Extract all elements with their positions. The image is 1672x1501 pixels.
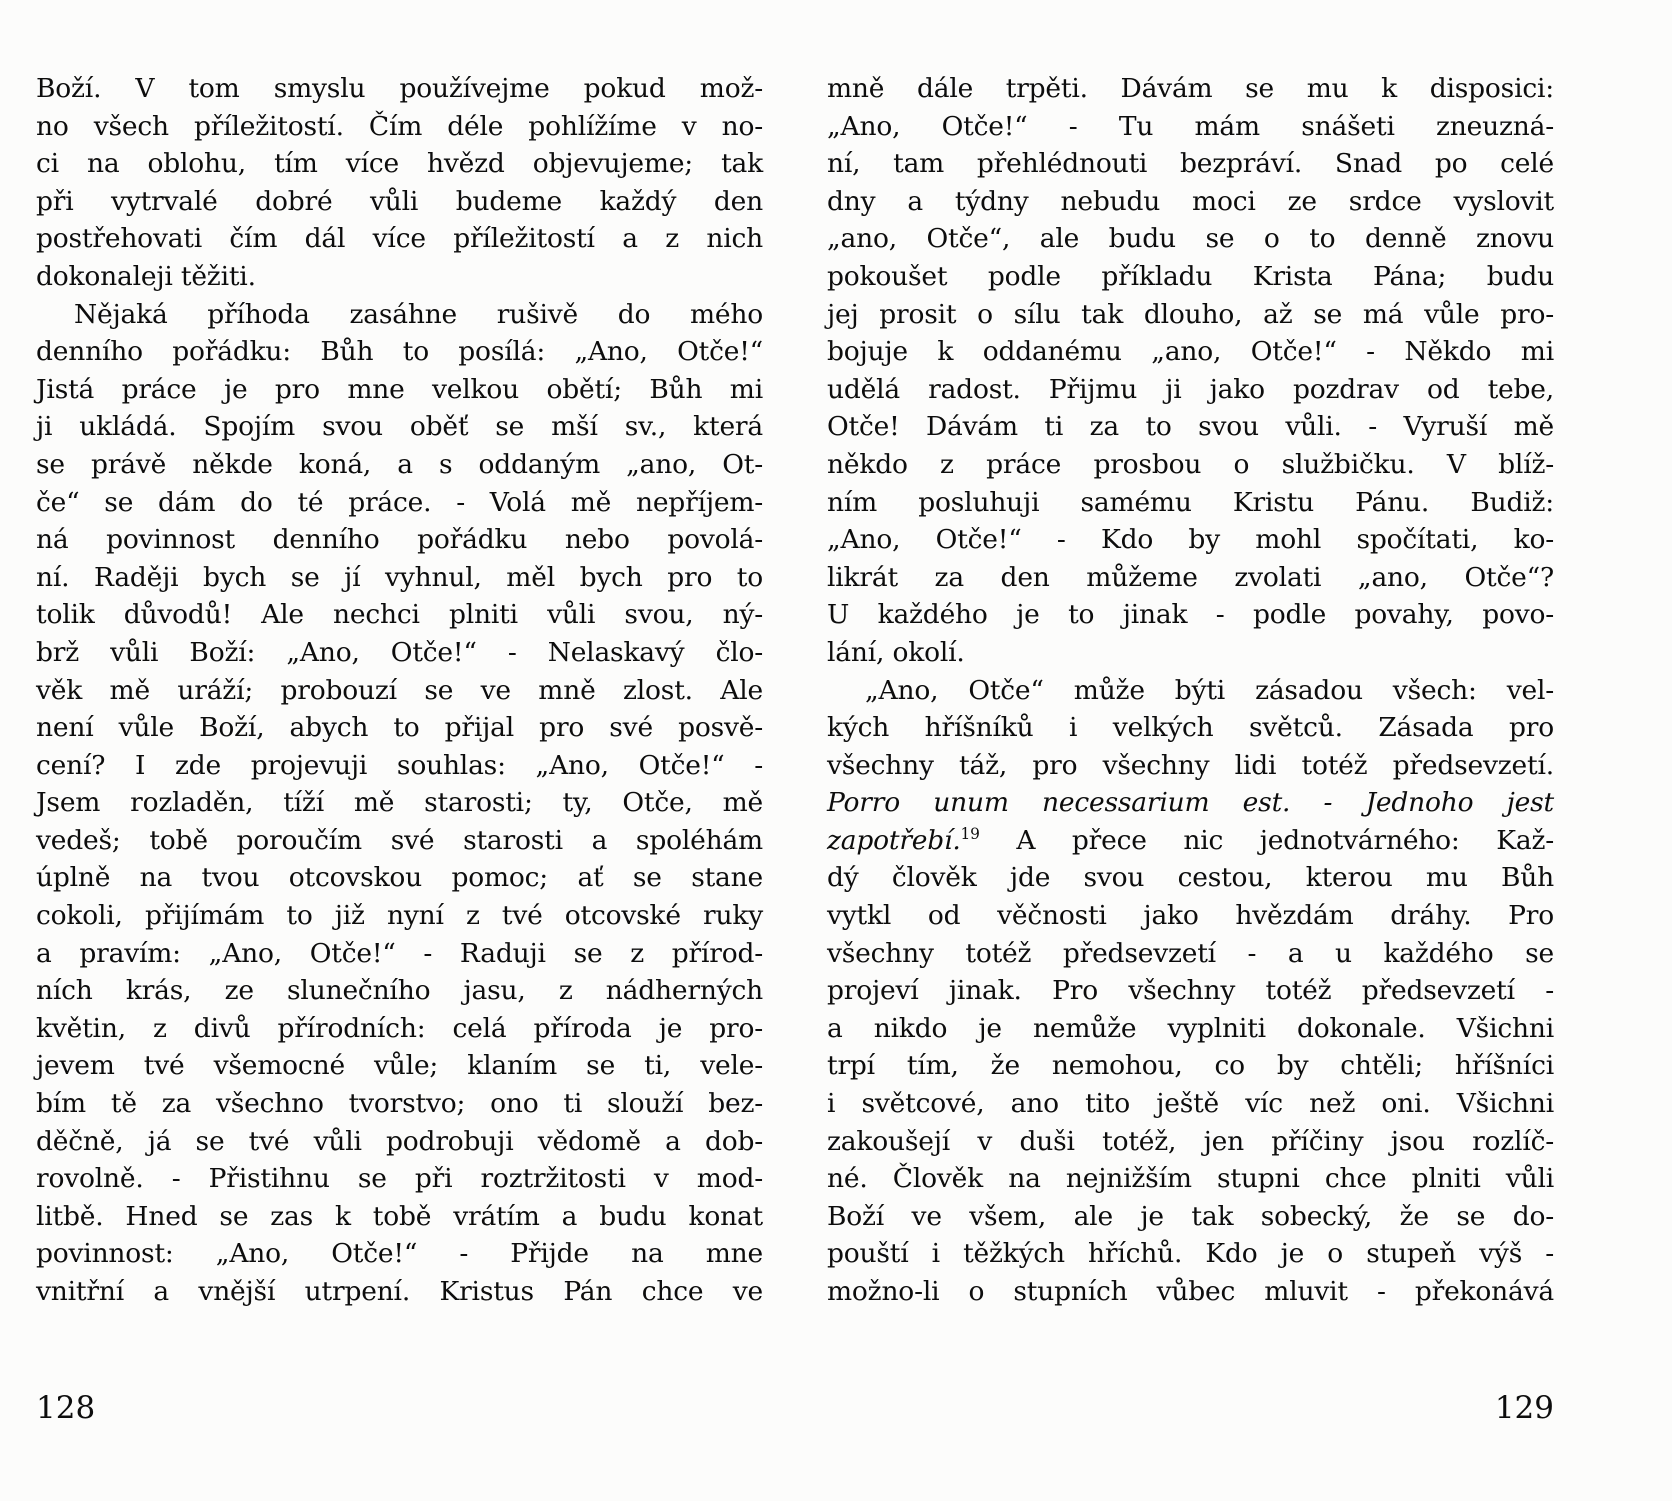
- text-line: [36, 709, 763, 747]
- text-line: [827, 1085, 1554, 1123]
- text-line: [827, 220, 1554, 258]
- text-line: [827, 596, 1554, 634]
- text-line: [36, 672, 763, 710]
- page-number-left: 128: [36, 1390, 96, 1426]
- text-segment: Porro unum necessarium est. - Jednoho jest: [827, 787, 1554, 819]
- text-segment: projeví jinak. Pro všechny totéž předsevzetí -: [827, 975, 1554, 1007]
- text-segment: če“ se dám do té práce. - Volá mě nepříjem-: [36, 486, 763, 518]
- text-segment: cení? I zde projevuji souhlas: „Ano, Otče!“ -: [36, 749, 763, 781]
- text-segment: ní. Raději bych se jí vyhnul, měl bych pro to: [36, 561, 763, 593]
- text-segment: bím tě za všechno tvorstvo; ono ti slouží bez-: [36, 1088, 763, 1120]
- text-segment: Jsem rozladěn, tíží mě starosti; ty, Otče, mě: [36, 787, 763, 819]
- text-line: [827, 183, 1554, 221]
- text-line: [827, 709, 1554, 747]
- text-line: [827, 296, 1554, 334]
- text-segment: květin, z divů přírodních: celá příroda je pro-: [36, 1012, 763, 1044]
- text-segment: ji ukládá. Spojím svou oběť se mší sv., která: [36, 411, 763, 443]
- text-line: [827, 108, 1554, 146]
- text-line: [827, 559, 1554, 597]
- text-line: [36, 559, 763, 597]
- text-segment: vedeš; tobě poroučím své starosti a spoléhám: [36, 824, 763, 856]
- text-line: [827, 935, 1554, 973]
- text-line: [36, 1198, 763, 1236]
- text-line: [36, 1273, 763, 1311]
- text-segment: mně dále trpěti. Dávám se mu k disposici:: [827, 73, 1554, 104]
- text-line: [827, 1010, 1554, 1048]
- text-line: [36, 935, 763, 973]
- text-segment: dokonaleji těžiti.: [36, 260, 256, 292]
- text-segment: Boží ve všem, ale je tak sobecký, že se do-: [827, 1200, 1554, 1232]
- text-segment: děčně, já se tvé vůli podrobuji vědomě a dob-: [36, 1125, 763, 1157]
- text-line: [36, 747, 763, 785]
- text-line: [36, 446, 763, 484]
- text-line: [827, 1198, 1554, 1236]
- text-segment: cokoli, přijímám to již nyní z tvé otcovské ruky: [36, 900, 763, 932]
- text-segment: kých hříšníků i velkých světců. Zásada pro: [827, 712, 1554, 744]
- text-segment: A přece nic jednotvárného: Kaž-: [979, 824, 1554, 856]
- text-line: [827, 672, 1554, 710]
- page-129-text-column: [827, 70, 1554, 1311]
- text-line: [827, 859, 1554, 897]
- text-segment: denního pořádku: Bůh to posílá: „Ano, Otče!“: [36, 336, 763, 368]
- text-segment: pouští i těžkých hříchů. Kdo je o stupeň výš -: [827, 1238, 1554, 1270]
- text-line: [36, 371, 763, 409]
- text-line: [36, 108, 763, 146]
- text-line: [827, 1273, 1554, 1311]
- text-line: [827, 145, 1554, 183]
- text-line: [36, 972, 763, 1010]
- text-segment: ci na oblohu, tím více hvězd objevujeme; tak: [36, 148, 763, 180]
- text-segment: vnitřní a vnější utrpení. Kristus Pán chce ve: [36, 1276, 763, 1307]
- text-line: [36, 784, 763, 822]
- text-segment: zakoušejí v duši totéž, jen příčiny jsou rozlíč-: [827, 1125, 1554, 1157]
- text-segment: ná povinnost denního pořádku nebo povolá-: [36, 524, 763, 556]
- text-line: [36, 1085, 763, 1123]
- text-line: [36, 1010, 763, 1048]
- text-segment: Nějaká příhoda zasáhne rušivě do mého: [74, 298, 763, 330]
- text-line: [827, 822, 1554, 860]
- text-line: [36, 1123, 763, 1161]
- text-segment: rovolně. - Přistihnu se při roztržitosti v mod-: [36, 1163, 763, 1195]
- text-line: [827, 972, 1554, 1010]
- text-segment: a pravím: „Ano, Otče!“ - Raduji se z přírod-: [36, 937, 763, 969]
- text-segment: povinnost: „Ano, Otče!“ - Přijde na mne: [36, 1238, 763, 1270]
- text-line: [36, 1235, 763, 1273]
- text-segment: možno-li o stupních vůbec mluvit - překonává: [827, 1276, 1554, 1307]
- text-segment: i světcové, ano tito ještě víc než oni. Všichni: [827, 1088, 1554, 1120]
- text-segment: jevem tvé všemocné vůle; klaním se ti, vele-: [36, 1050, 763, 1082]
- text-segment: jej prosit o sílu tak dlouho, až se má vůle pro-: [827, 298, 1554, 330]
- text-segment: lání, okolí.: [827, 636, 965, 668]
- text-segment: všechny totéž předsevzetí - a u každého se: [827, 937, 1554, 969]
- text-line: [36, 145, 763, 183]
- text-line: [36, 1047, 763, 1085]
- text-line: [36, 634, 763, 672]
- text-line: [827, 484, 1554, 522]
- text-line: [36, 258, 763, 296]
- text-segment: udělá radost. Přijmu ji jako pozdrav od tebe,: [827, 373, 1554, 405]
- text-segment: pokoušet podle příkladu Krista Pána; budu: [827, 260, 1554, 292]
- text-segment: při vytrvalé dobré vůli budeme každý den: [36, 185, 763, 217]
- text-line: [827, 333, 1554, 371]
- text-segment: věk mě uráží; probouzí se ve mně zlost. Ale: [36, 674, 763, 706]
- text-line: [36, 70, 763, 108]
- text-segment: úplně na tvou otcovskou pomoc; ať se stane: [36, 862, 763, 894]
- text-segment: U každého je to jinak - podle povahy, povo-: [827, 599, 1554, 631]
- text-segment: vytkl od věčnosti jako hvězdám dráhy. Pro: [827, 900, 1554, 932]
- text-line: [827, 408, 1554, 446]
- text-line: [36, 333, 763, 371]
- text-segment: „Ano, Otče!“ - Kdo by mohl spočítati, ko-: [827, 524, 1554, 556]
- text-segment: „Ano, Otče!“ - Tu mám snášeti zneuzná-: [827, 110, 1554, 142]
- text-segment: ních krás, ze slunečního jasu, z nádherných: [36, 975, 763, 1007]
- page-128-text-column: [36, 70, 763, 1311]
- text-segment: všechny táž, pro všechny lidi totéž předsevzetí.: [827, 749, 1554, 781]
- text-segment: není vůle Boží, abych to přijal pro své posvě-: [36, 712, 763, 744]
- text-line: [36, 1160, 763, 1198]
- text-segment: ní, tam přehlédnouti bezpráví. Snad po celé: [827, 148, 1554, 180]
- text-line: [36, 408, 763, 446]
- text-line: [827, 258, 1554, 296]
- text-segment: no všech příležitostí. Čím déle pohlížíme v no-: [36, 110, 763, 142]
- text-segment: zapotřebí.: [827, 824, 961, 856]
- text-line: [36, 220, 763, 258]
- text-line: [827, 784, 1554, 822]
- text-line: [827, 446, 1554, 484]
- text-segment: někdo z práce prosbou o službičku. V blíž-: [827, 448, 1554, 480]
- text-segment: Jistá práce je pro mne velkou obětí; Bůh mi: [36, 373, 763, 405]
- text-segment: „Ano, Otče“ může býti zásadou všech: vel-: [865, 674, 1554, 706]
- text-line: [827, 1160, 1554, 1198]
- text-line: [827, 521, 1554, 559]
- text-segment: dý člověk jde svou cestou, kterou mu Bůh: [827, 862, 1554, 894]
- text-line: [827, 1235, 1554, 1273]
- text-line: [36, 859, 763, 897]
- text-segment: bojuje k oddanému „ano, Otče!“ - Někdo mi: [827, 336, 1554, 368]
- text-segment: „ano, Otče“, ale budu se o to denně znovu: [827, 223, 1554, 255]
- text-line: [36, 822, 763, 860]
- text-line: [36, 183, 763, 221]
- text-line: [827, 1047, 1554, 1085]
- text-segment: né. Člověk na nejnižším stupni chce plniti vůli: [827, 1163, 1554, 1195]
- text-line: [827, 634, 1554, 672]
- text-segment: se právě někde koná, a s oddaným „ano, Ot-: [36, 448, 763, 480]
- text-segment: litbě. Hned se zas k tobě vrátím a budu konat: [36, 1200, 763, 1232]
- text-line: [36, 897, 763, 935]
- text-line: [827, 897, 1554, 935]
- text-line: [827, 747, 1554, 785]
- text-line: [36, 296, 763, 334]
- text-segment: ním posluhuji samému Kristu Pánu. Budiž:: [827, 486, 1554, 518]
- text-segment: Otče! Dávám ti za to svou vůli. - Vyruší mě: [827, 411, 1554, 443]
- text-segment: likrát za den můžeme zvolati „ano, Otče“?: [827, 561, 1554, 593]
- page-number-right: 129: [1494, 1390, 1554, 1426]
- text-segment: a nikdo je nemůže vyplniti dokonale. Všichni: [827, 1012, 1554, 1044]
- text-segment: dny a týdny nebudu moci ze srdce vyslovit: [827, 185, 1554, 217]
- text-segment: brž vůli Boží: „Ano, Otče!“ - Nelaskavý člo-: [36, 636, 763, 668]
- text-line: [827, 70, 1554, 108]
- text-segment: tolik důvodů! Ale nechci plniti vůli svou, ný-: [36, 599, 763, 631]
- text-line: [36, 484, 763, 522]
- text-segment: trpí tím, že nemohou, co by chtěli; hříšníci: [827, 1050, 1554, 1082]
- text-line: [827, 1123, 1554, 1161]
- text-line: [36, 521, 763, 559]
- footnote-reference: 19: [960, 825, 980, 844]
- text-line: [827, 371, 1554, 409]
- text-line: [36, 596, 763, 634]
- text-segment: Boží. V tom smyslu používejme pokud mož-: [36, 73, 763, 104]
- text-segment: postřehovati čím dál více příležitostí a z nich: [36, 223, 763, 255]
